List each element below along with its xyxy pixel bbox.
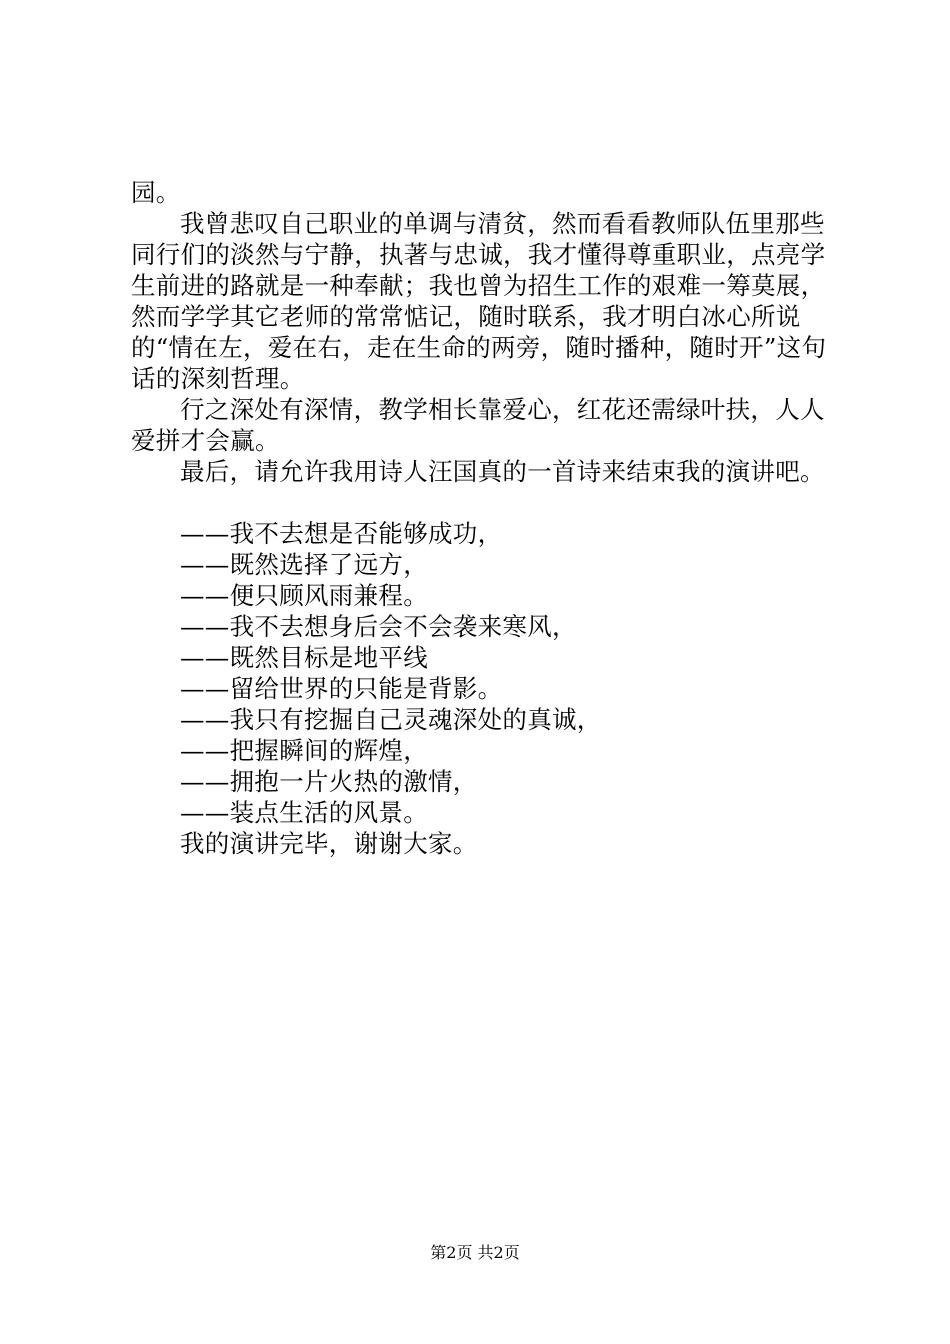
blank-line [131, 487, 831, 518]
poem-line: ——既然目标是地平线 [180, 643, 428, 672]
poem-line: ——我只有挖掘自己灵魂深处的真诚， [180, 705, 602, 734]
poem-line: ——把握瞬间的辉煌， [180, 736, 428, 765]
paragraph-poem-intro: 最后，请允许我用诗人汪国真的一首诗来结束我的演讲吧。 [180, 457, 825, 486]
poem-line: ——留给世界的只能是背影。 [180, 674, 503, 703]
document-body [131, 177, 831, 859]
poem-line: ——既然选择了远方， [180, 550, 428, 579]
closing-line: 我的演讲完毕，谢谢大家。 [180, 829, 478, 858]
poem-line: ——我不去想是否能够成功， [180, 519, 503, 548]
paragraph-continuation: 园。 [131, 178, 181, 207]
poem [131, 518, 831, 828]
page-footer: 第2页 共2页 [430, 1243, 520, 1262]
poem-line: ——我不去想身后会不会袭来寒风， [180, 612, 577, 641]
poem-line: ——便只顾风雨兼程。 [180, 581, 428, 610]
paragraph-reflection: 我曾悲叹自己职业的单调与清贫，然而看看教师队伍里那些同行们的淡然与宁静，执著与忠诚，我才懂得尊重职业，点亮学生前进的路就是一种奉献；我也曾为招生工作的艰难一筹莫展，然而学学其它老师的常常惦记，随时联系，我才明白冰心所说的“情在左，爱在右，走在生命的两旁，随时播种，随时开”这句话的深刻哲理。 [131, 209, 827, 393]
paragraph-motto: 行之深处有深情，教学相长靠爱心，红花还需绿叶扶，人人爱拼才会赢。 [131, 395, 825, 455]
poem-line: ——装点生活的风景。 [180, 798, 428, 827]
poem-line: ——拥抱一片火热的激情， [180, 767, 478, 796]
